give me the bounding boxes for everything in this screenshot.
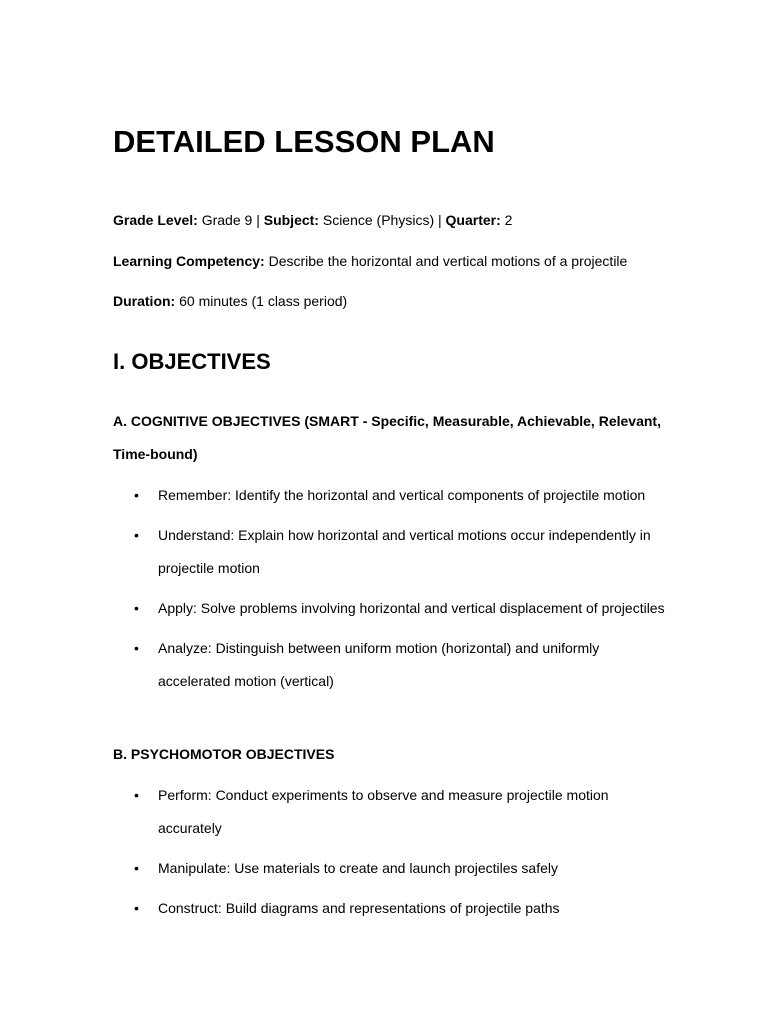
list-item-text: Remember: Identify the horizontal and vertical components of projectile motion <box>158 487 646 503</box>
bullet-icon: • <box>134 787 139 803</box>
list-item <box>113 592 673 625</box>
list-item <box>113 519 673 585</box>
bullet-icon: • <box>134 600 139 616</box>
quarter-value: 2 <box>500 212 513 228</box>
duration-line <box>113 293 347 309</box>
objectives-heading: I. OBJECTIVES <box>113 349 271 374</box>
grade-level-label: Grade Level: <box>113 212 198 228</box>
competency-label: Learning Competency <box>113 253 261 269</box>
list-item-text: Apply: Solve problems involving horizontal and vertical displacement of projectiles <box>158 600 665 616</box>
learning-competency-line <box>113 253 627 269</box>
bullet-icon: • <box>134 640 139 656</box>
bullet-icon: • <box>134 487 139 503</box>
competency-value: Describe the horizontal and vertical motions of a projectile <box>264 253 628 269</box>
grade-subject-quarter-line <box>113 212 512 228</box>
bullet-icon: • <box>134 860 139 876</box>
list-item <box>113 852 673 885</box>
quarter-label: Quarter: <box>445 212 501 228</box>
subject-label: Subject: <box>263 212 319 228</box>
psychomotor-objectives-list <box>113 779 673 932</box>
list-item-text: Analyze: Distinguish between uniform motion (horizontal) and uniformly accelerated motion (vertical) <box>158 640 600 689</box>
bullet-icon: • <box>134 527 139 543</box>
document-title: DETAILED LESSON PLAN <box>113 124 495 159</box>
list-item <box>113 632 673 698</box>
list-item-text: Manipulate: Use materials to create and launch projectiles safely <box>158 860 558 876</box>
duration-label: Duration: <box>113 293 176 309</box>
list-item <box>113 779 673 845</box>
duration-value: 60 minutes (1 class period) <box>175 293 348 309</box>
cognitive-objectives-list <box>113 479 673 705</box>
list-item-text: Perform: Conduct experiments to observe and measure projectile motion accurately <box>158 787 609 836</box>
subject-value: Science (Physics) | <box>318 212 446 228</box>
psychomotor-objectives-heading: B. PSYCHOMOTOR OBJECTIVES <box>113 746 335 762</box>
list-item-text: Understand: Explain how horizontal and vertical motions occur independently in projectile motion <box>158 527 651 576</box>
list-item <box>113 892 673 925</box>
cognitive-objectives-heading: A. COGNITIVE OBJECTIVES (SMART - Specific, Measurable, Achievable, Relevant, Time-bound) <box>113 413 661 462</box>
list-item <box>113 479 673 512</box>
bullet-icon: • <box>134 900 139 916</box>
competency-colon: : <box>260 253 265 269</box>
grade-level-value: Grade 9 | <box>197 212 264 228</box>
list-item-text: Construct: Build diagrams and representations of projectile paths <box>158 900 560 916</box>
